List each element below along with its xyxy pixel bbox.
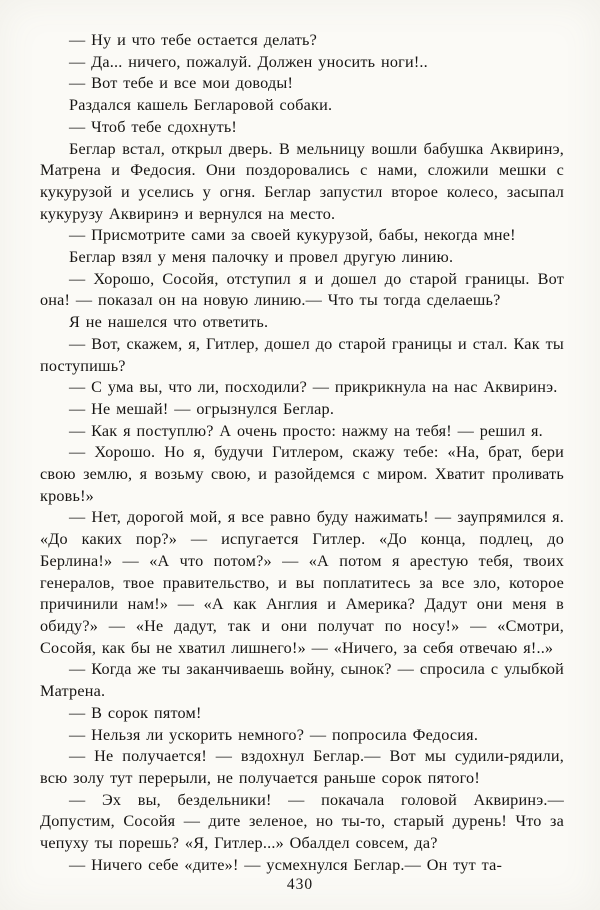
paragraph: — В сорок пятом! (69, 703, 202, 722)
paragraph: — Нет, дорогой мой, я все равно буду нажимать! — заупрямился я. «До каких пор?» — испугается Гитлер. «До конца, подлец, до Берлина!» — «А что потом?» — «А потом я арестую тебя, твоих генералов, твое правительство, и вы поплатитесь за все зло, которое причинили нам!» — «А как Англия и Америка? Дадут они меня в обиду?» — «Не дадут, так и они получат по носу!» — «Смотри, Сосойя, как бы не хватил лишнего!» — «Ничего, за себя отвечаю я!..» (40, 508, 564, 657)
paragraph: — Вот тебе и все мои доводы! (69, 74, 294, 93)
page-number: 430 (286, 876, 314, 893)
paragraph: — Хорошо. Но я, будучи Гитлером, скажу тебе: «На, брат, бери свою землю, я возьму свою, и разойдемся с миром. Хватит проливать кровь!» (40, 443, 564, 505)
paragraph: — С ума вы, что ли, посходили? — прикрикнула на нас Аквиринэ. (69, 378, 558, 397)
paragraph: — Когда же ты заканчиваешь войну, сынок? — спросила с улыбкой Матрена. (40, 660, 564, 701)
paragraph: — Как я поступлю? А очень просто: нажму на тебя! — решил я. (69, 421, 543, 440)
text-block (40, 30, 564, 876)
paragraph: — Не получается! — вздохнул Беглар.— Вот мы судили-рядили, всю золу тут перерыли, не получается раньше сорок пятого! (40, 747, 564, 787)
paragraph: — Да... ничего, пожалуй. Должен уносить ноги!.. (69, 52, 428, 71)
paragraph: Беглар встал, открыл дверь. В мельницу вошли бабушка Аквиринэ, Матрена и Федосия. Они поздоровались с нами, сложили мешки с кукурузой и уселись у огня. Беглар запустил второе колесо, засыпал кукурузу Аквиринэ и вернулся на место. (40, 139, 564, 223)
paragraph: — Чтоб тебе сдохнуть! (69, 117, 238, 136)
paragraph: — Ничего себе «дите»! — усмехнулся Беглар.— Он тут та- (69, 855, 503, 874)
paragraph: Беглар взял у меня палочку и провел другую линию. (69, 248, 454, 267)
paragraph: Я не нашелся что ответить. (69, 313, 269, 332)
paragraph: — Эх вы, бездельники! — покачала головой Аквиринэ.— Допустим, Сосойя — дите зеленое, но ты-то, старый дурень! Что за чепуху ты порешь? «Я, Гитлер...» Обалдел совсем, да? (40, 790, 564, 853)
paragraph: — Присмотрите сами за своей кукурузой, бабы, некогда мне! (69, 226, 516, 245)
paragraph: — Вот, скажем, я, Гитлер, дошел до старой границы и стал. Как ты поступишь? (40, 334, 564, 375)
paragraph: Раздался кашель Бегларовой собаки. (69, 96, 333, 115)
paragraph: — Хорошо, Сосойя, отступил я и дошел до старой границы. Вот она! — показал он на новую линию.— Что ты тогда сделаешь? (40, 269, 564, 310)
paragraph: — Нельзя ли ускорить немного? — попросила Федосия. (69, 725, 479, 744)
paragraph: — Ну и что тебе остается делать? (69, 31, 318, 49)
paragraph: — Не мешай! — огрызнулся Беглар. (69, 399, 335, 418)
